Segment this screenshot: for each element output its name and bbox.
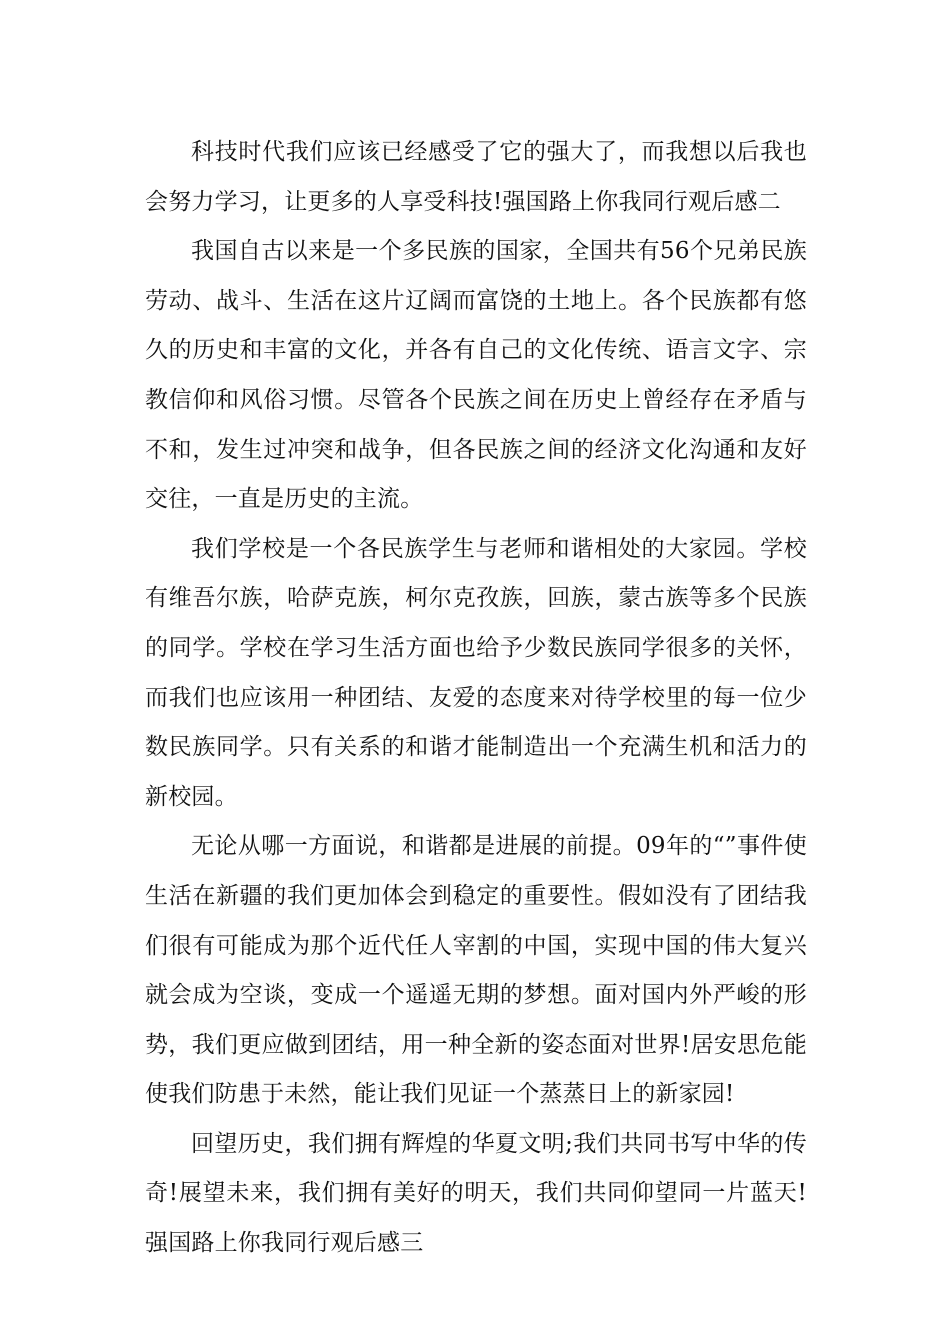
paragraph: 回望历史，我们拥有辉煌的华夏文明;我们共同书写中华的传奇!展望未来，我们拥有美好的明天，我们共同仰望同一片蓝天!强国路上你我同行观后感三 bbox=[145, 1130, 807, 1257]
document-body bbox=[145, 128, 807, 1269]
paragraph: 科技时代我们应该已经感受了它的强大了，而我想以后我也会努力学习，让更多的人享受科技!强国路上你我同行观后感二 bbox=[145, 139, 807, 215]
paragraph: 我们学校是一个各民族学生与老师和谐相处的大家园。学校有维吾尔族，哈萨克族，柯尔克孜族，回族，蒙古族等多个民族的同学。学校在学习生活方面也给予少数民族同学很多的关怀，而我们也应该用一种团结、友爱的态度来对待学校里的每一位少数民族同学。只有关系的和谐才能制造出一个充满生机和活力的新校园。 bbox=[145, 535, 807, 810]
paragraph: 无论从哪一方面说，和谐都是进展的前提。09年的“”事件使生活在新疆的我们更加体会到稳定的重要性。假如没有了团结我们很有可能成为那个近代任人宰割的中国，实现中国的伟大复兴就会成为空谈，变成一个遥遥无期的梦想。面对国内外严峻的形势，我们更应做到团结，用一种全新的姿态面对世界!居安思危能使我们防患于未然，能让我们见证一个蒸蒸日上的新家园! bbox=[145, 833, 807, 1108]
paragraph: 我国自古以来是一个多民族的国家，全国共有56个兄弟民族劳动、战斗、生活在这片辽阔而富饶的土地上。各个民族都有悠久的历史和丰富的文化，并各有自己的文化传统、语言文字、宗教信仰和风俗习惯。尽管各个民族之间在历史上曾经存在矛盾与不和，发生过冲突和战争，但各民族之间的经济文化沟通和友好交往，一直是历史的主流。 bbox=[145, 238, 807, 513]
